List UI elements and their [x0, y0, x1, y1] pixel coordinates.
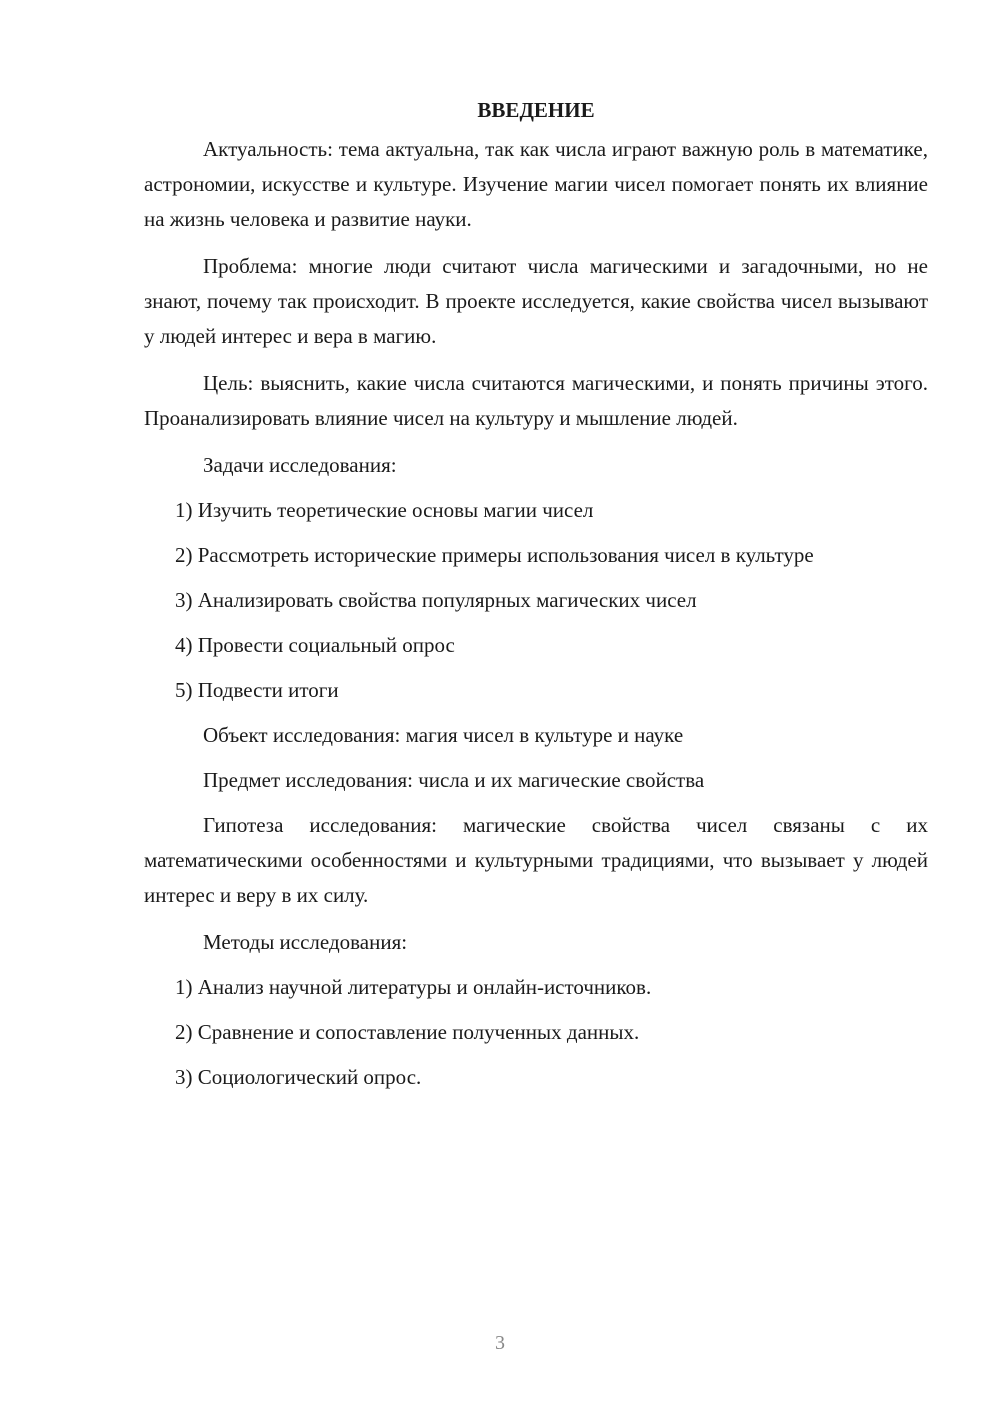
task-item: 5) Подвести итоги — [175, 678, 339, 702]
problem-paragraph: Проблема: многие люди считают числа магическими и загадочными, но не знают, почему так происходит. В проекте исследуется, какие свойства чисел вызывают у людей интерес и вера в магию. — [144, 254, 928, 348]
task-item: 2) Рассмотреть исторические примеры использования чисел в культуре — [175, 543, 814, 567]
method-item: 3) Социологический опрос. — [175, 1065, 422, 1089]
methods-list — [144, 970, 928, 1095]
method-item: 2) Сравнение и сопоставление полученных данных. — [175, 1020, 640, 1044]
method-item: 1) Анализ научной литературы и онлайн-источников. — [175, 975, 652, 999]
page-body — [144, 92, 928, 1105]
relevance-paragraph: Актуальность: тема актуальна, так как числа играют важную роль в математике, астрономии, искусстве и культуре. Изучение магии чисел помогает понять их влияние на жизнь человека и развитие науки. — [144, 137, 928, 231]
tasks-label: Задачи исследования: — [203, 453, 397, 477]
section-heading: ВВЕДЕНИЕ — [477, 98, 595, 122]
subject-line: Предмет исследования: числа и их магические свойства — [203, 768, 705, 792]
goal-paragraph: Цель: выяснить, какие числа считаются магическими, и понять причины этого. Проанализировать влияние чисел на культуру и мышление людей. — [144, 371, 928, 430]
page-number: 3 — [495, 1332, 505, 1354]
tasks-list — [144, 493, 928, 708]
methods-label: Методы исследования: — [203, 930, 408, 954]
object-line: Объект исследования: магия чисел в культуре и науке — [203, 723, 684, 747]
task-item: 4) Провести социальный опрос — [175, 633, 455, 657]
task-item: 3) Анализировать свойства популярных магических чисел — [175, 588, 697, 612]
task-item: 1) Изучить теоретические основы магии чисел — [175, 498, 594, 522]
hypothesis-paragraph: Гипотеза исследования: магические свойства чисел связаны с их математическими особенностями и культурными традициями, что вызывает у людей интерес и веру в их силу. — [144, 813, 928, 907]
